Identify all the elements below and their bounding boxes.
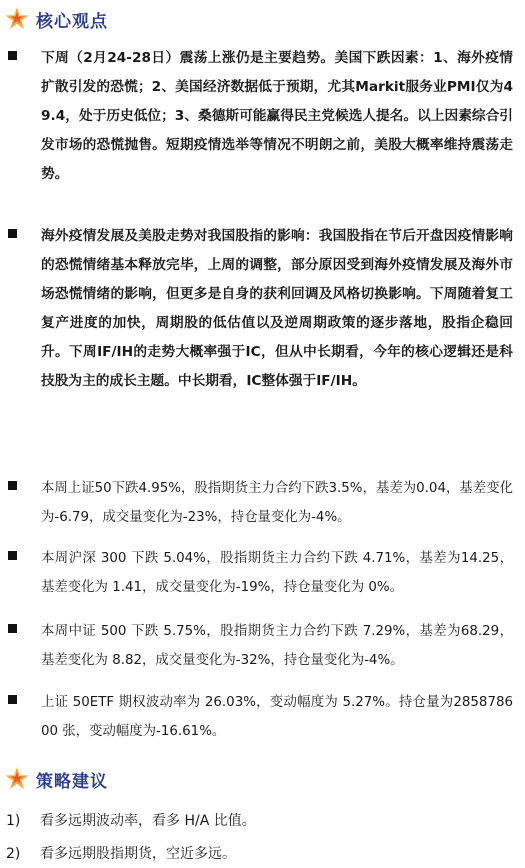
bullet-square-icon xyxy=(8,51,17,60)
bullet-square-icon xyxy=(8,229,17,238)
bullet-square-icon xyxy=(8,481,17,490)
core-point-text: 本周中证 500 下跌 5.75%，股指期货主力合约下跌 7.29%，基差为68.29，基差变化为 8.82，成交量变化为-32%，持仓量变化为-4%。 xyxy=(41,624,513,668)
core-point-5 xyxy=(8,617,513,675)
core-point-text: 下周（2月24-28日）震荡上涨仍是主要趋势。美国下跌因素：1、海外疫情扩散引发的恐慌；2、美国经济数据低于预期，尤其Markit服务业PMI仅为49.4，处于历史低位；3、桑德斯可能赢得民主党候选人提名。以上因素综合引发市场的恐慌抛售。短期疫情选举等情况不明朗之前，美股大概率维持震荡走势。 xyxy=(41,50,513,182)
strategy-point-number: 2) xyxy=(6,846,21,862)
strategy-point-2 xyxy=(6,843,511,865)
core-point-text: 本周沪深 300 下跌 5.04%，股指期货主力合约下跌 4.71%，基差为14.25，基差变化为 1.41，成交量变化为-19%，持仓量变化为 0%。 xyxy=(41,551,513,595)
star-icon xyxy=(4,6,30,32)
bullet-square-icon xyxy=(8,551,17,560)
core-point-3 xyxy=(8,474,513,532)
strategy-section-title: 策略建议 xyxy=(36,771,108,792)
core-point-1 xyxy=(8,44,513,189)
core-section-header xyxy=(4,4,108,34)
bullet-square-icon xyxy=(8,624,17,633)
strategy-point-text: 看多远期股指期货，空近多远。 xyxy=(40,846,236,862)
core-point-text: 本周上证50下跌4.95%，股指期货主力合约下跌3.5%，基差为0.04，基差变化为-6.79，成交量变化为-23%，持仓量变化为-4%。 xyxy=(41,481,513,525)
core-point-text: 海外疫情发展及美股走势对我国股指的影响：我国股指在节后开盘因疫情影响的恐慌情绪基本释放完毕，上周的调整，部分原因受到海外疫情发展及海外市场恐慌情绪的影响，但更多是自身的获利回调及风格切换影响。下周随着复工复产进度的加快，周期股的低估值以及逆周期政策的逐步落地，股指企稳回升。下周IF/IH的走势大概率强于IC，但从中长期看，今年的核心逻辑还是科技股为主的成长主题。中长期看，IC整体强于IF/IH。 xyxy=(41,228,513,389)
core-point-2 xyxy=(8,222,513,396)
bullet-square-icon xyxy=(8,695,17,704)
core-point-text: 上证 50ETF 期权波动率为 26.03%，变动幅度为 5.27%。持仓量为285878600 张，变动幅度为-16.61%。 xyxy=(41,695,513,739)
strategy-section-header xyxy=(4,764,108,794)
strategy-point-1 xyxy=(6,810,511,832)
strategy-point-number: 1) xyxy=(6,813,21,829)
core-section-title: 核心观点 xyxy=(36,11,108,32)
core-point-4 xyxy=(8,544,513,602)
strategy-point-text: 看多远期波动率，看多 H/A 比值。 xyxy=(40,813,256,829)
core-point-6 xyxy=(8,688,513,746)
star-icon xyxy=(4,766,30,792)
